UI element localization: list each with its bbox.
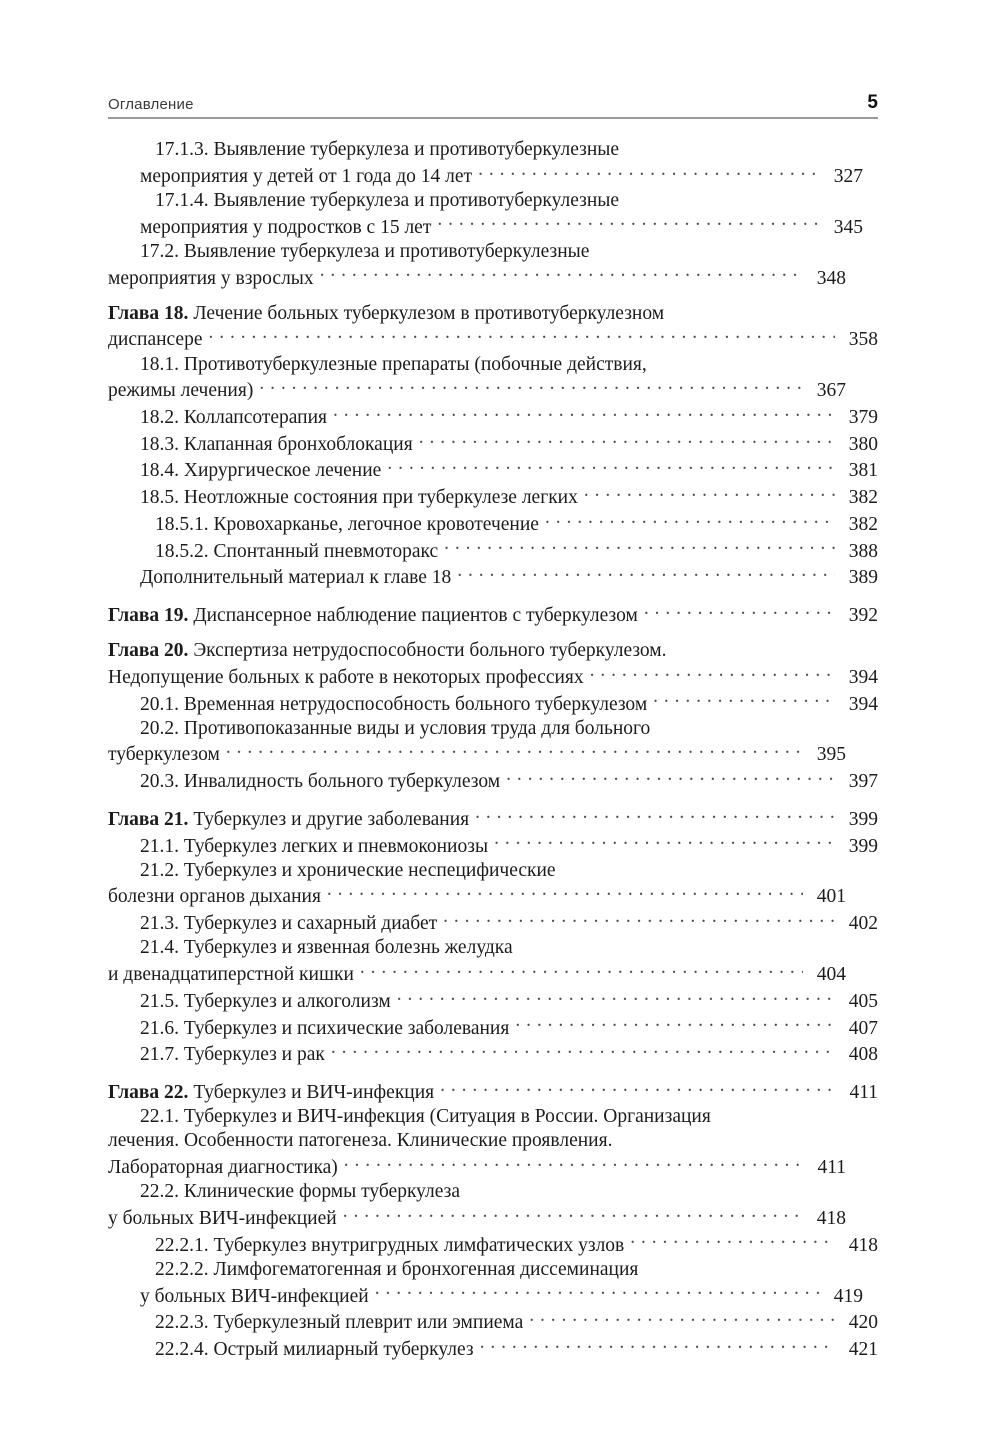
chapter-label: Глава 22. [108,1081,189,1103]
toc-entry[interactable] [108,1180,878,1231]
dot-leader [515,1014,835,1034]
toc-entry-line [140,430,878,457]
toc-entry-title: Лабораторная диагностика) [108,1157,338,1179]
running-head-page-number: 5 [867,92,878,113]
toc-entry[interactable] [108,1014,878,1041]
toc-entry-line [140,1041,878,1068]
toc-entry-line: 18.1. Противотуберкулезные препараты (побочные действия, [140,353,647,375]
toc-entry[interactable] [108,1335,878,1362]
toc-entry-line [140,484,878,511]
dot-leader [327,883,803,903]
toc-block [108,302,878,591]
dot-leader [397,987,835,1007]
toc-entry[interactable] [108,564,878,591]
toc-entry-page-number: 388 [848,540,878,562]
toc-entry-line [108,961,846,988]
dot-leader [590,663,835,683]
toc-entry-title: 18.2. Коллапсотерапия [140,407,328,429]
toc-entry[interactable] [108,302,878,353]
toc-entry[interactable] [108,717,878,768]
dot-leader [457,564,835,584]
toc-entry-line: 21.2. Туберкулез и хронические неспецифические [140,859,556,881]
toc-entry-line [140,690,878,717]
toc-block [108,1078,878,1362]
toc-entry-line [155,1335,878,1362]
toc-entry-title: болезни органов дыхания [108,886,321,908]
toc-entry[interactable] [108,805,878,832]
toc-entry-title: 18.5.1. Кровохарканье, легочное кровотечение [155,513,539,535]
toc-entry-line [140,1282,863,1309]
toc-entry-title: 21.1. Туберкулез легких и пневмокониозы [140,835,489,857]
toc-entry-line [155,537,878,564]
dot-leader [333,404,835,424]
toc-entry[interactable] [108,1258,878,1309]
toc-entry[interactable] [108,353,878,404]
toc-entry-line [108,805,878,832]
toc-entry[interactable] [108,189,878,240]
dot-leader [480,1335,835,1355]
toc-entry-line [108,264,846,291]
toc-entry[interactable] [108,690,878,717]
toc-entry-page-number: 367 [816,380,846,402]
toc-entry[interactable] [108,601,878,628]
toc-entry-page-number: 389 [848,567,878,589]
dot-leader [653,690,835,710]
toc-entry-line [140,162,863,189]
toc-entry-line: 22.2. Клинические формы туберкулеза [140,1181,461,1203]
toc-entry-line [108,1078,878,1105]
toc-entry-line [108,1204,846,1231]
toc-entry-line: 20.2. Противопоказанные виды и условия труда для больного [140,717,651,739]
toc-entry[interactable] [108,859,878,910]
toc-entry-line [140,213,863,240]
toc-entry-title: 21.3. Туберкулез и сахарный диабет [140,913,438,935]
toc-entry-line: 22.1. Туберкулез и ВИЧ-инфекция (Ситуация в России. Организация [140,1106,711,1128]
toc-entry-page-number: 404 [816,964,846,986]
toc-block [108,601,878,628]
toc-entry-line [140,1014,878,1041]
toc-entry-title: 22.2.3. Туберкулезный плеврит или эмпиема [155,1312,524,1334]
toc-entry-page-number: 420 [848,1312,878,1334]
dot-leader [375,1282,820,1302]
toc-entry[interactable] [108,1105,878,1180]
toc-entry-page-number: 379 [848,407,878,429]
toc-entry-line: Глава 20. Экспертиза нетрудоспособности больного туберкулезом. [108,640,667,662]
dot-leader [226,741,803,761]
toc-entry-page-number: 394 [848,693,878,715]
chapter-label: Глава 19. [108,604,189,626]
toc-entry-title: мероприятия у взрослых [108,267,314,289]
toc-entry-page-number: 418 [848,1234,878,1256]
dot-leader [443,910,835,930]
toc-entry-page-number: 380 [848,433,878,455]
toc-entry-line [108,377,846,404]
toc-entry-line: лечения. Особенности патогенеза. Клинические проявления. [108,1130,613,1152]
toc-entry-title: туберкулезом [108,744,220,766]
dot-leader [209,326,836,346]
toc-entry-title: режимы лечения) [108,380,254,402]
toc-entry-line [108,883,846,910]
toc-entry-title: 21.7. Туберкулез и рак [140,1044,325,1066]
table-of-contents [108,138,878,1362]
running-head-title: Оглавление [108,96,194,113]
toc-entry-page-number: 395 [816,744,846,766]
toc-entry-title: 18.3. Клапанная бронхоблокация [140,433,413,455]
toc-entry-page-number: 408 [848,1044,878,1066]
toc-entry-title: Глава 22. Туберкулез и ВИЧ-инфекция [108,1081,435,1103]
toc-entry-title: мероприятия у подростков с 15 лет [140,216,432,238]
toc-entry-title: Глава 21. Туберкулез и другие заболевания [108,808,470,830]
toc-entry[interactable] [108,1309,878,1336]
toc-entry-title: 22.2.1. Туберкулез внутригрудных лимфатических узлов [155,1234,625,1256]
dot-leader [444,537,835,557]
dot-leader [344,1154,803,1174]
toc-entry[interactable] [108,484,878,511]
toc-entry-title: 18.4. Хирургическое лечение [140,460,382,482]
toc-entry-title: Глава 19. Диспансерное наблюдение пациентов с туберкулезом [108,604,638,626]
toc-entry-title: 21.6. Туберкулез и психические заболевания [140,1017,510,1039]
toc-entry-page-number: 348 [816,267,846,289]
dot-leader [475,805,835,825]
toc-entry-page-number: 411 [849,1081,878,1103]
toc-entry-page-number: 405 [848,990,878,1012]
toc-entry-line [155,510,878,537]
toc-entry-title: Дополнительный материал к главе 18 [140,567,452,589]
chapter-label: Глава 18. [108,302,189,324]
toc-entry-line [140,457,878,484]
toc-entry[interactable] [108,768,878,795]
dot-leader [630,1231,835,1251]
dot-leader [529,1309,835,1329]
toc-entry-title: 18.5. Неотложные состояния при туберкулезе легких [140,487,578,509]
toc-entry-page-number: 397 [848,771,878,793]
dot-leader [387,457,835,477]
toc-entry-line [108,1154,846,1181]
toc-entry-line [140,910,878,937]
toc-entry-line: 17.2. Выявление туберкулеза и противотуберкулезные [140,240,590,262]
toc-entry[interactable] [108,457,878,484]
toc-entry-page-number: 401 [816,886,846,908]
toc-entry-page-number: 407 [848,1017,878,1039]
chapter-label: Глава 20. [108,640,189,662]
toc-entry[interactable] [108,936,878,987]
toc-entry-page-number: 381 [848,460,878,482]
toc-entry-page-number: 382 [848,513,878,535]
toc-entry-line: 22.2.2. Лимфогематогенная и бронхогенная диссеминация [155,1258,639,1280]
toc-entry-title: 21.5. Туберкулез и алкоголизм [140,990,391,1012]
toc-block [108,639,878,794]
dot-leader [331,1041,835,1061]
toc-entry-line [155,1309,878,1336]
dot-leader [360,961,803,981]
toc-entry-title: 20.3. Инвалидность больного туберкулезом [140,771,501,793]
toc-entry-page-number: 394 [848,666,878,688]
toc-entry-line [108,741,846,768]
toc-entry-title: 22.2.4. Острый милиарный туберкулез [155,1338,474,1360]
toc-entry[interactable] [108,404,878,431]
toc-entry-page-number: 418 [816,1207,846,1229]
dot-leader [440,1078,835,1098]
chapter-label: Глава 21. [108,808,189,830]
dot-leader [320,264,803,284]
toc-entry-page-number: 382 [848,487,878,509]
toc-entry-page-number: 392 [848,604,878,626]
toc-entry[interactable] [108,510,878,537]
toc-entry-page-number: 419 [833,1285,863,1307]
toc-entry[interactable] [108,537,878,564]
toc-entry-title: 20.1. Временная нетрудоспособность больного туберкулезом [140,693,648,715]
dot-leader [478,162,820,182]
toc-entry-page-number: 402 [848,913,878,935]
toc-block [108,805,878,1067]
dot-leader [419,430,835,450]
toc-entry-line [108,601,878,628]
toc-entry-line [155,1231,878,1258]
dot-leader [494,832,835,852]
toc-entry-page-number: 358 [848,329,878,351]
toc-entry-line: 17.1.3. Выявление туберкулеза и противотуберкулезные [155,139,620,160]
toc-entry-line [108,326,878,353]
toc-entry-page-number: 327 [833,165,863,187]
toc-entry-page-number: 345 [833,216,863,238]
toc-block [108,138,878,291]
toc-entry[interactable] [108,910,878,937]
toc-entry-title: у больных ВИЧ-инфекцией [140,1285,369,1307]
toc-entry-line [140,404,878,431]
toc-entry[interactable] [108,1231,878,1258]
toc-entry-page-number: 399 [848,835,878,857]
toc-entry-page-number: 399 [848,808,878,830]
dot-leader [437,213,820,233]
toc-entry-title: диспансере [108,329,203,351]
toc-entry-page-number: 411 [817,1157,846,1179]
toc-entry[interactable] [108,639,878,690]
toc-entry-title: мероприятия у детей от 1 года до 14 лет [140,165,473,187]
toc-entry-line [140,832,878,859]
toc-entry-title: и двенадцатиперстной кишки [108,964,354,986]
toc-entry-title: Недопущение больных к работе в некоторых профессиях [108,666,584,688]
toc-entry[interactable] [108,987,878,1014]
dot-leader [545,510,835,530]
toc-entry-line [140,564,878,591]
toc-entry-line: Глава 18. Лечение больных туберкулезом в противотуберкулезном [108,302,665,324]
toc-entry[interactable] [108,138,878,189]
toc-entry[interactable] [108,240,878,291]
toc-entry-line [140,987,878,1014]
toc-entry-title: у больных ВИЧ-инфекцией [108,1207,337,1229]
toc-entry-page-number: 421 [848,1338,878,1360]
toc-entry-line: 17.1.4. Выявление туберкулеза и противотуберкулезные [155,189,620,211]
dot-leader [644,601,835,621]
toc-entry[interactable] [108,1078,878,1105]
toc-entry-line [108,663,878,690]
toc-entry-title: 18.5.2. Спонтанный пневмоторакс [155,540,439,562]
dot-leader [343,1204,803,1224]
running-head [108,93,878,119]
dot-leader [259,377,803,397]
dot-leader [584,484,835,504]
toc-entry-line: 21.4. Туберкулез и язвенная болезнь желудка [140,937,513,959]
toc-entry[interactable] [108,1041,878,1068]
toc-entry-line [140,768,878,795]
dot-leader [506,768,835,788]
toc-entry[interactable] [108,430,878,457]
toc-entry[interactable] [108,832,878,859]
